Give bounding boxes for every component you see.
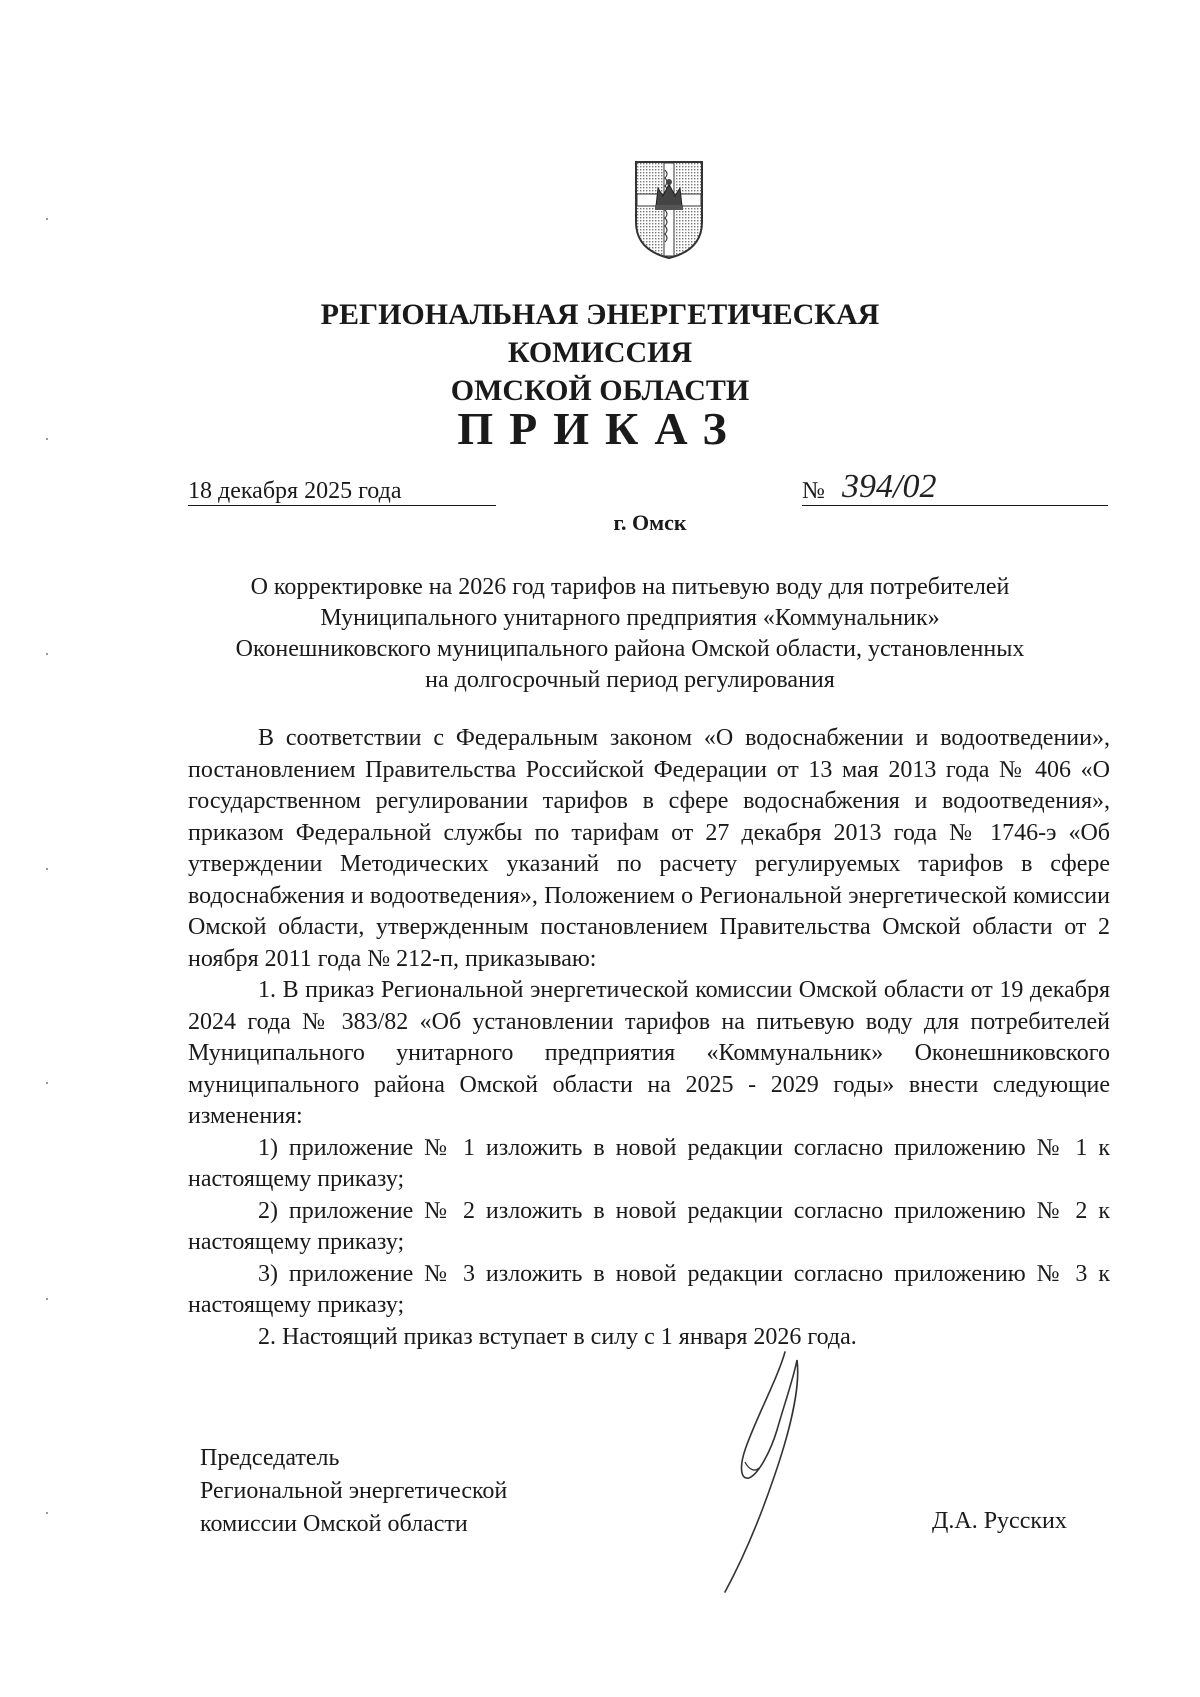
- number-underline: [802, 505, 1108, 506]
- item-2-paragraph: 2. Настоящий приказ вступает в силу с 1 января 2026 года.: [258, 1323, 857, 1350]
- number-label: №: [802, 478, 825, 504]
- position-line1: Председатель: [200, 1445, 340, 1471]
- city-name: г. Омск: [613, 510, 687, 535]
- scan-speck: [46, 218, 48, 220]
- scan-speck: [46, 653, 48, 655]
- omsk-coat-of-arms-icon: [634, 160, 704, 260]
- scan-speck: [46, 1298, 48, 1300]
- item-1-paragraph: 1. В приказ Региональной энергетической комиссии Омской области от 19 декабря 2024 года № 383/82 «Об установлении тарифов на питьевую воду для потребителей Муниципального унитарного предприятия «Коммунальник» Оконешниковского муниципального района Омской области на 2025 - 2029 годы» внести следующие изменения:: [188, 977, 1110, 1129]
- handwritten-signature: [715, 1350, 825, 1595]
- signer-position: [200, 1442, 507, 1541]
- document-date: 18 декабря 2025 года: [188, 478, 402, 504]
- organization-name: [240, 296, 960, 410]
- subitem-3-paragraph: 3) приложение № 3 изложить в новой редакции согласно приложению № 3 к настоящему приказу;: [188, 1260, 1110, 1318]
- document-subject: О корректировке на 2026 год тарифов на питьевую воду для потребителей Муниципального унитарного предприятия «Коммунальник» Оконешниковского муниципального района Омской области, установленных на долгосрочный период регулирования: [235, 574, 1025, 693]
- position-line3: комиссии Омской области: [200, 1511, 468, 1537]
- document-body: [188, 723, 1110, 1353]
- preamble-paragraph: В соответствии с Федеральным законом «О водоснабжении и водоотведении», постановлением Правительства Российской Федерации от 13 мая 2013 года № 406 «О государственном регулировании тарифов в сфере водоснабжения и водоотведения», приказом Федеральной службы по тарифам от 27 декабря 2013 года № 1746-э «Об утверждении Методических указаний по расчету регулируемых тарифов в сфере водоснабжения и водоотведения», Положением о Региональной энергетической комиссии Омской области, утвержденным постановлением Правительства Омской области от 2 ноября 2011 года № 212-п, приказываю:: [188, 725, 1110, 972]
- signer-name: Д.А. Русских: [932, 1508, 1067, 1534]
- scan-speck: [46, 868, 48, 870]
- position-line2: Региональной энергетической: [200, 1478, 508, 1504]
- organization-name-line1: РЕГИОНАЛЬНАЯ ЭНЕРГЕТИЧЕСКАЯ КОМИССИЯ: [320, 298, 880, 369]
- scan-speck: [46, 1082, 48, 1084]
- organization-name-line2: ОМСКОЙ ОБЛАСТИ: [450, 374, 750, 407]
- subitem-2-paragraph: 2) приложение № 2 изложить в новой редакции согласно приложению № 2 к настоящему приказу;: [188, 1197, 1110, 1255]
- document-number: 394/02: [842, 468, 937, 505]
- date-underline: [188, 505, 496, 506]
- subitem-1-paragraph: 1) приложение № 1 изложить в новой редакции согласно приложению № 1 к настоящему приказу;: [188, 1134, 1110, 1192]
- scan-speck: [46, 1512, 48, 1514]
- document-type-title: ПРИКАЗ: [457, 403, 743, 454]
